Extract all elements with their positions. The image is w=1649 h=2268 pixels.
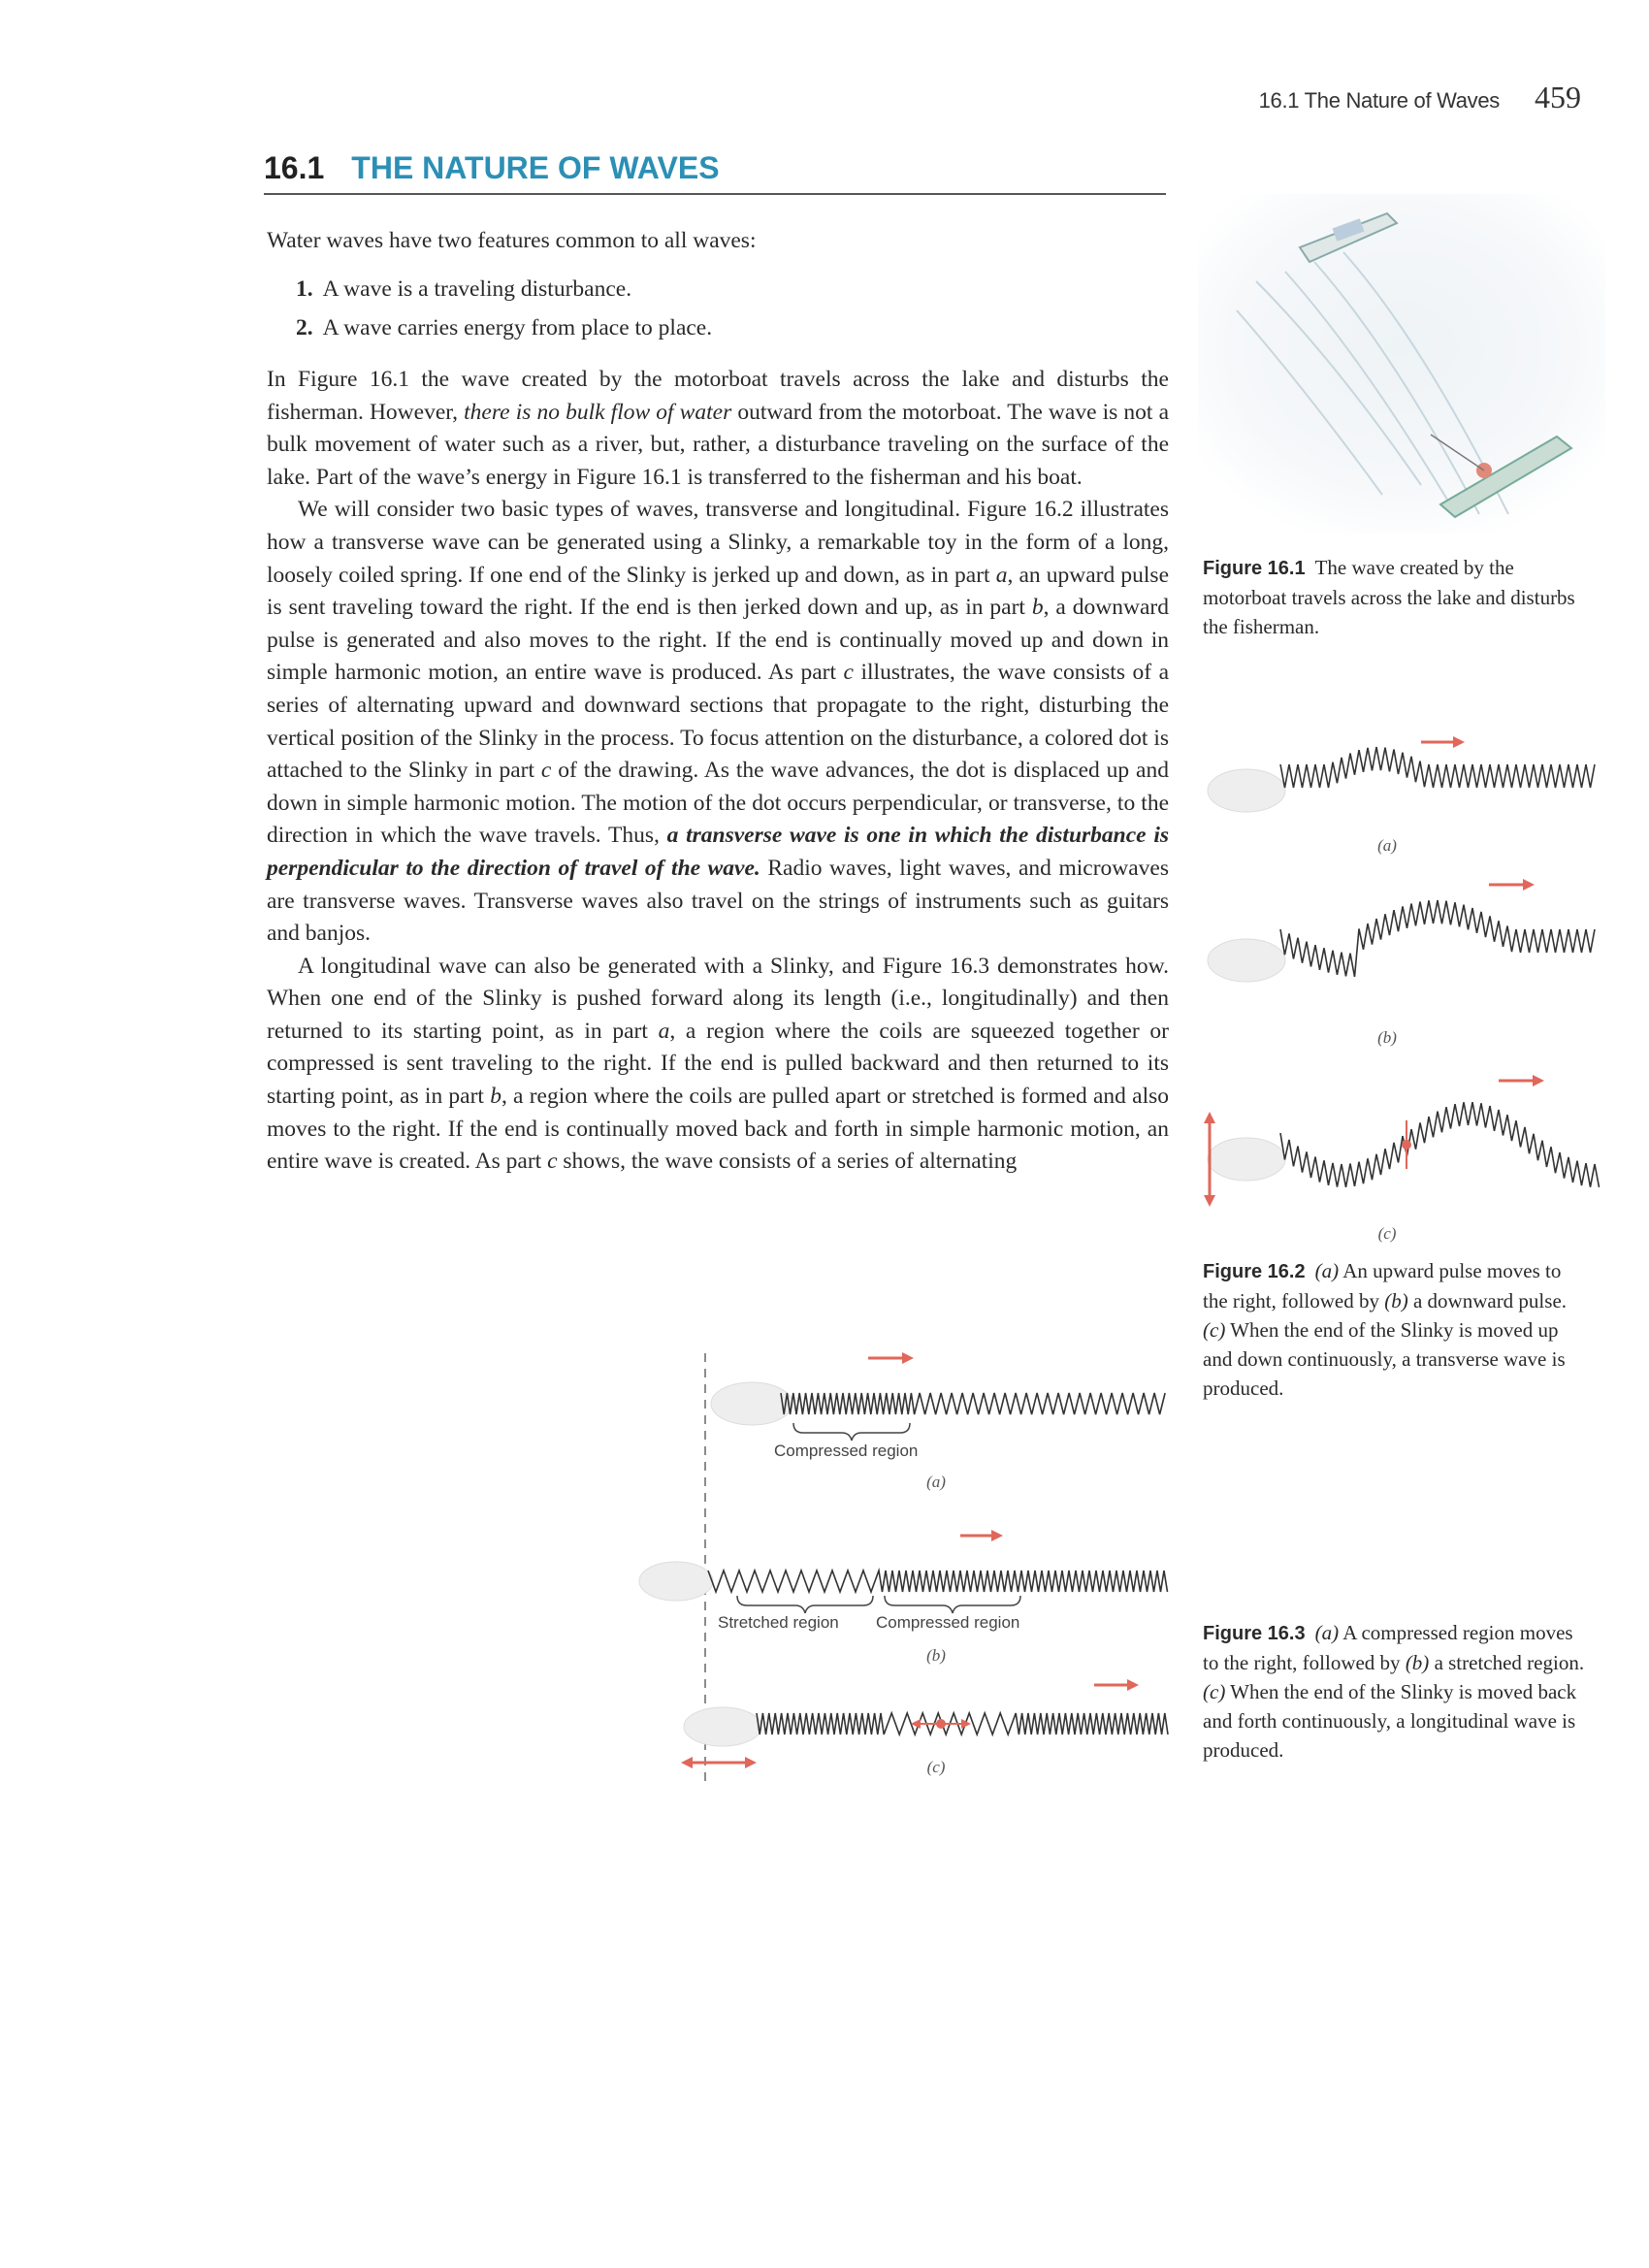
stretched-brace: [737, 1596, 873, 1613]
slinky-longitudinal-b: [708, 1571, 1168, 1592]
hand-icon: [1208, 1138, 1285, 1181]
compressed-region-label-b: Compressed region: [876, 1613, 1020, 1632]
figure-16-3-caption: Figure 16.3 (a) A compressed region moves to the right, followed by (b) a stretched region. (c) When the end of the Slinky is moved back and forth continuously, a longitudinal wave is produced.: [1203, 1621, 1585, 1762]
arrow-icon: [1421, 736, 1465, 748]
figure-16-3-illustration: [630, 1344, 1183, 1790]
arrow-icon: [1489, 879, 1535, 891]
paragraph-1: In Figure 16.1 the wave created by the motorboat travels across the lake and disturbs the fisherman. However, there is no bulk flow of water outward from the motorboat. The wave is not a bulk movement of water such as a river, but, rather, a disturbance traveling on the surface of the lake. Part of the wave’s energy in Figure 16.1 is transferred to the fisherman and his boat.: [267, 367, 1169, 490]
arrow-icon: [1499, 1075, 1544, 1086]
figure-16-2-sub-a: (a): [1377, 836, 1397, 855]
figure-16-2-caption: Figure 16.2 (a) An upward pulse moves to the right, followed by (b) a downward pulse. (c) When the end of the Slinky is moved up and down continuously, a transverse wave is produced.: [1203, 1259, 1568, 1400]
hand-icon: [1208, 769, 1285, 812]
feature-list: [296, 270, 712, 347]
arrow-icon: [1094, 1679, 1139, 1691]
section-number: 16.1: [264, 150, 325, 185]
stretched-region-label: Stretched region: [718, 1613, 839, 1632]
page-number: 459: [1535, 80, 1581, 114]
compressed-brace: [793, 1423, 910, 1441]
slinky-coil-a: [1280, 747, 1595, 788]
body-text: [267, 364, 1169, 1179]
figure-16-2-sub-c: (c): [1377, 1224, 1397, 1243]
running-head: [1259, 80, 1581, 115]
paragraph-3: A longitudinal wave can also be generated with a Slinky, and Figure 16.3 demonstrates how. When one end of the Slinky is pushed forward along its length (i.e., longitudinally) and then returned to its starting point, as in part a, a region where the coils are squeezed together or compressed is sent traveling to the right. If the end is pulled backward and then returned to its starting point, as in part b, a region where the coils are pulled apart or stretched is formed and also moves to the right. If the end is continually moved back and forth in simple harmonic motion, an entire wave is created. As part c shows, the wave consists of a series of alternating: [267, 953, 1170, 1175]
arrow-icon: [960, 1530, 1003, 1541]
figure-16-2b-slinky: [1203, 873, 1600, 1019]
running-head-title: 16.1 The Nature of Waves: [1258, 88, 1500, 113]
figure-16-1-caption: Figure 16.1 The wave created by the motorboat travels across the lake and disturbs the fisherman.: [1203, 556, 1575, 638]
list-item: 2. A wave carries energy from place to place.: [296, 315, 713, 340]
hand-icon: [711, 1382, 792, 1425]
figure-16-1-illustration: [1198, 194, 1605, 534]
back-forth-arrow-icon: [681, 1757, 757, 1768]
figure-16-2-sub-b: (b): [1377, 1028, 1397, 1047]
list-item: 1. A wave is a traveling disturbance.: [296, 276, 632, 302]
section-title: THE NATURE OF WAVES: [351, 150, 720, 185]
figure-16-3-sub-a: (a): [926, 1473, 946, 1491]
figure-16-3-sub-c: (c): [926, 1758, 946, 1776]
section-heading: [264, 150, 1166, 195]
hand-icon: [684, 1707, 761, 1746]
slinky-coil-b: [1280, 900, 1595, 977]
hand-icon: [1208, 939, 1285, 982]
paragraph-2: We will consider two basic types of waves, transverse and longitudinal. Figure 16.2 illustrates how a transverse wave can be generated using a Slinky, a remarkable toy in the form of a long, loosely coiled spring. If one end of the Slinky is jerked up and down, as in part a, an upward pulse is sent traveling toward the right. If the end is then jerked down and up, as in part b, a downward pulse is generated and also moves to the right. If the end is continually moved up and down in simple harmonic motion, an entire wave is produced. As part c illustrates, the wave consists of a series of alternating upward and downward sections that propagate to the right, disturbing the vertical position of the Slinky in the process. To focus attention on the disturbance, a colored dot is attached to the Slinky in part c of the drawing. As the wave advances, the dot is displaced up and down in simple harmonic motion. The motion of the dot occurs perpendicular, or transverse, to the direction in which the wave travels. Thus, a transverse wave is one in which the disturbance is perpendicular to the direction of travel of the wave. Radio waves, light waves, and microwaves are transverse waves. Transverse waves also travel on the strings of instruments such as guitars and banjos.: [267, 497, 1170, 947]
figure-16-2c-slinky: [1198, 1067, 1605, 1222]
slinky-longitudinal-a: [781, 1393, 1165, 1414]
slinky-coil-c: [1280, 1102, 1600, 1187]
compressed-region-label-a: Compressed region: [774, 1442, 919, 1460]
intro-text: Water waves have two features common to all waves:: [267, 228, 757, 253]
arrow-icon: [868, 1352, 914, 1364]
figure-16-3-sub-b: (b): [926, 1646, 946, 1665]
compressed-brace: [885, 1596, 1020, 1613]
figure-16-2a-slinky: [1203, 723, 1600, 829]
hand-icon: [639, 1562, 713, 1601]
